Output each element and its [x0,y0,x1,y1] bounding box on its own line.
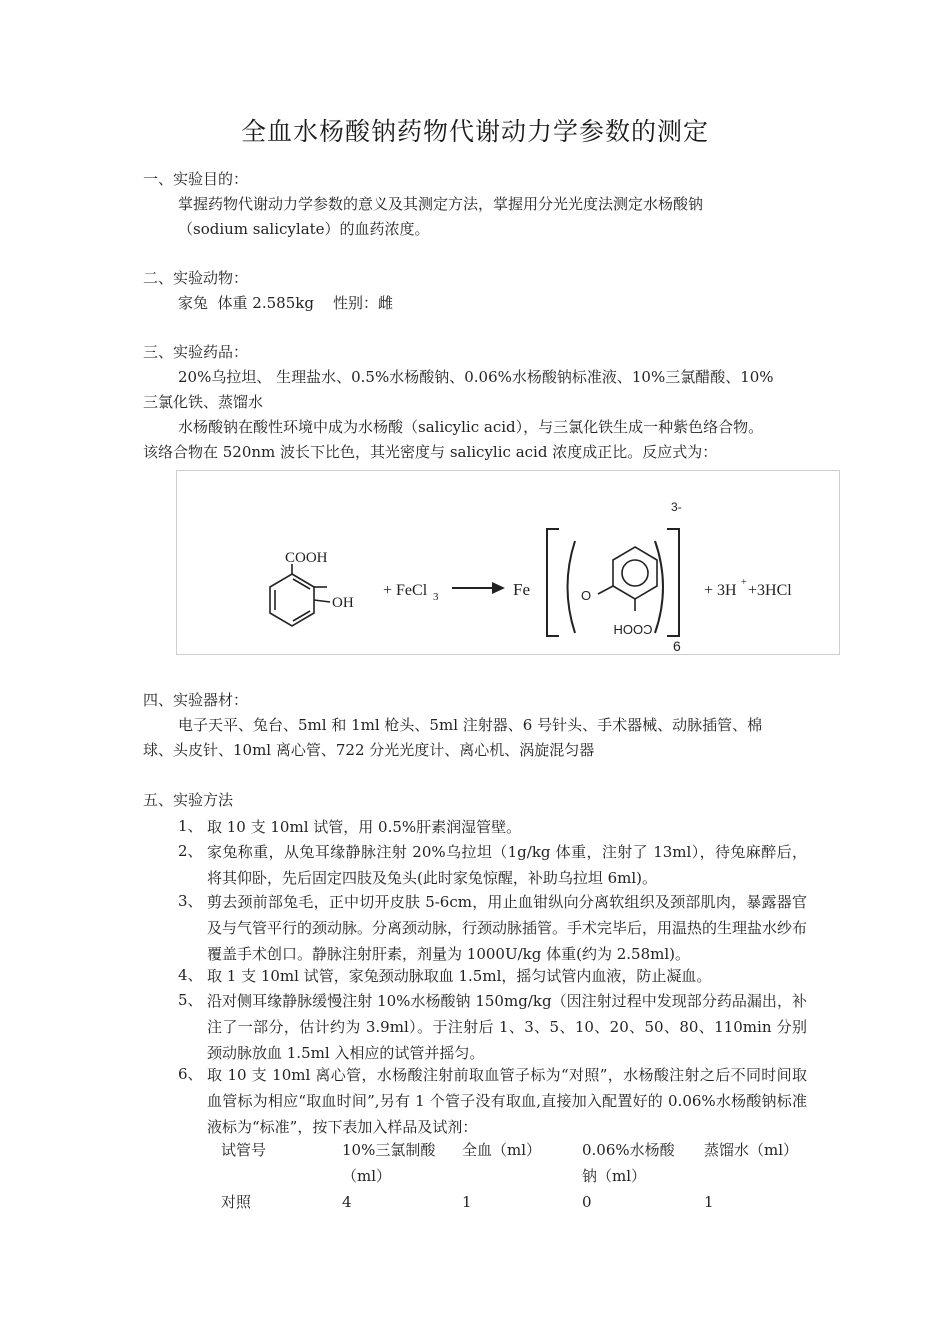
fecl3-label: + FeCl [383,582,428,599]
equipment-text-line1: 电子天平、兔台、5ml 和 1ml 枪头、5ml 注射器、6 号针头、手术器械、动脉插管、棉 [178,716,763,734]
step-text: 家兔称重，从兔耳缘静脉注射 20%乌拉坦（1g/kg 体重，注射了 13ml），待兔麻醉后，将其仰卧，先后固定四肢及兔头(此时家兔惊醒，补助乌拉坦 6ml)。 [207,843,807,887]
fecl3-subscript: 3 [433,591,439,603]
fe-label: Fe [513,580,530,599]
section-heading-equipment: 四、实验器材： [143,691,249,709]
drugs-text-line2: 三氯化铁、蒸馏水 [143,393,264,411]
step-number: 3、 [178,892,203,910]
subscript-six: 6 [673,638,681,654]
drugs-text-line1: 20%乌拉坦、 生理盐水、0.5%水杨酸钠、0.06%水杨酸钠标准液、10%三氯醋酸、10% [178,368,774,386]
table-cell: 对照 [221,1193,252,1211]
cooh-label: COOH [285,550,328,566]
reaction-equation-figure [176,470,840,655]
page-title: 全血水杨酸钠药物代谢动力学参数的测定 [240,117,709,146]
o-label: O [581,588,592,603]
step-text: 沿对侧耳缘静脉缓慢注射 10%水杨酸钠 150mg/kg（因注射过程中发现部分药品漏出，补注了一部分，估计约为 3.9ml）。于注射后 1、3、5、10、20、50、80、110min 分别颈动脉放血 1.5ml 入相应的试管并摇匀。 [207,992,807,1062]
section-heading-method: 五、实验方法 [143,791,234,809]
table-cell: 4 [342,1193,352,1211]
table-header-cell: 蒸馏水（ml） [704,1141,799,1159]
table-header-cell: （ml） [342,1167,392,1185]
table-cell: 1 [462,1193,472,1211]
principle-text-line2: 该络合物在 520nm 波长下比色，其光密度与 salicylic acid 浓度成正比。反应式为： [143,443,718,461]
table-header-cell: 0.06%水杨酸 [582,1141,675,1159]
section-heading-drugs: 三、实验药品： [143,343,249,361]
step-number: 2、 [178,842,203,860]
charge-label: 3- [671,500,682,514]
step-text: 取 10 支 10ml 离心管，水杨酸注射前取血管子标为“对照”，水杨酸注射之后不同时间取血管标为相应“取血时间”,另有 1 个管子没有取血,直接加入配置好的 0.06%水杨酸钠标准液标为“标准”，按下表加入样品及试剂： [207,1066,807,1136]
cooh-inverted-label: COOH [613,622,653,637]
section-heading-animal: 二、实验动物： [143,269,249,287]
reaction-arrow [452,582,505,594]
products-superscript: + [741,577,747,588]
reaction-equation-svg [177,471,841,656]
step-text: 剪去颈前部兔毛，正中切开皮肤 5-6cm，用止血钳纵向分离软组织及颈部肌肉，暴露器官及与气管平行的颈动脉。分离颈动脉，行颈动脉插管。手术完毕后，用温热的生理盐水纱布覆盖手术创口。静脉注射肝素，剂量为 1000U/kg 体重(约为 2.58ml)。 [207,893,808,963]
reagent-table [207,1137,807,1215]
ligand-ring [598,547,657,611]
table-row [207,1189,807,1215]
table-header-cell: 全血（ml） [462,1141,542,1159]
table-header-cell: 10%三氯制酸 [342,1141,436,1159]
table-header-row [207,1137,807,1163]
equipment-text-line2: 球、头皮针、10ml 离心管、722 分光光度计、离心机、涡旋混匀器 [143,741,595,759]
purpose-text-line2: （sodium salicylate）的血药浓度。 [178,220,430,238]
table-header-row-continued [207,1163,807,1189]
step-number: 5、 [178,991,203,1009]
purpose-text-line1: 掌握药物代谢动力学参数的意义及其测定方法，掌握用分光光度法测定水杨酸钠 [178,195,704,213]
step-number: 6、 [178,1065,203,1083]
step-number: 4、 [178,966,203,984]
table-header-cell: 试管号 [221,1141,267,1159]
table-cell: 1 [704,1193,714,1211]
step-number: 1、 [178,817,203,835]
salicylic-acid-structure [270,564,327,626]
principle-text-line1: 水杨酸钠在酸性环境中成为水杨酸（salicylic acid），与三氯化铁生成一种紫色络合物。 [178,418,764,436]
section-heading-purpose: 一、实验目的： [143,170,249,188]
products-tail: +3HCl [748,582,792,599]
table-cell: 0 [582,1193,592,1211]
animal-text: 家兔 体重 2.585kg 性别：雌 [178,294,394,312]
oh-label: OH [332,595,354,611]
step-text: 取 1 支 10ml 试管，家兔颈动脉取血 1.5ml，摇匀试管内血液，防止凝血。 [207,967,712,985]
step-text: 取 10 支 10ml 试管，用 0.5%肝素润湿管壁。 [207,818,522,836]
products-label: + 3H [704,582,737,599]
table-header-cell: 钠（ml） [582,1167,647,1185]
